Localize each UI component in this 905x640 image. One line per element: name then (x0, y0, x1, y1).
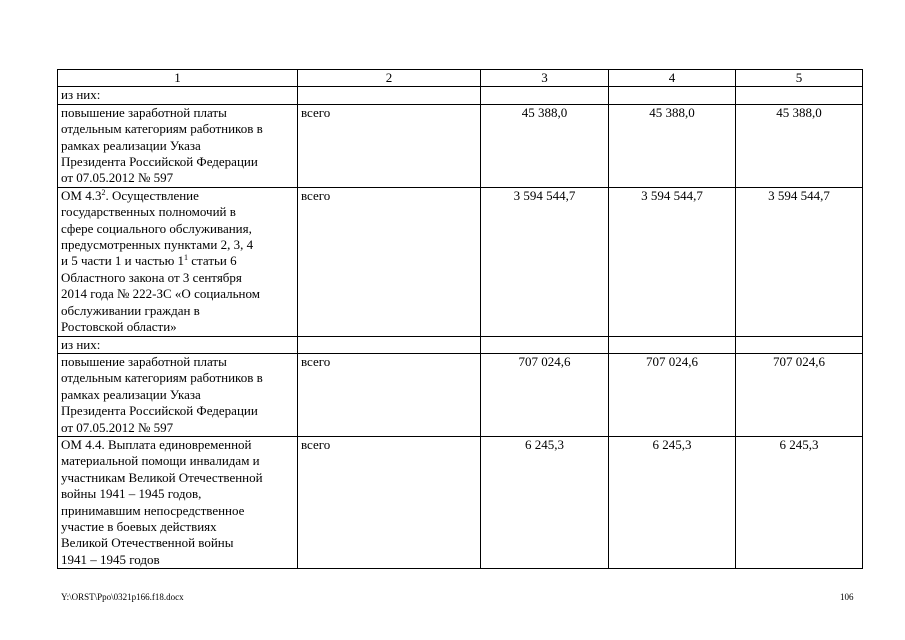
value-cell-4: 6 245,3 (609, 436, 736, 568)
table-row (58, 104, 863, 187)
value-cell-5: 6 245,3 (736, 436, 863, 568)
header-cell-2: 2 (298, 70, 481, 87)
subheading-cell: из них: (58, 87, 298, 104)
table-header-row (58, 70, 863, 87)
description-cell: повышение заработной платы отдельным категориям работников в рамках реализации Указа Президента Российской Федерации от 07.05.2012 № 597 (58, 104, 298, 187)
value-cell-3: 45 388,0 (481, 104, 609, 187)
description-cell: ОМ $4.3^2$. Осуществление государственных полномочий в сферe социального обслуживания, предусмотренных пунктами 2, 3, 4 и 5 части 1 и частью $1^1$ статьи 6 Областного закона от 3 сентября 2014 года № 222-ЗС «О социальном обслуживании граждан в Ростовской области» (58, 187, 298, 336)
value-cell-4: 707 024,6 (609, 353, 736, 436)
kind-cell: всего (298, 187, 481, 336)
subheading-cell: из них: (58, 336, 298, 353)
description-cell: повышение заработной платы отдельным категориям работников в рамках реализации Указа Президента Российской Федерации от 07.05.2012 № 597 (58, 353, 298, 436)
table-row (58, 436, 863, 568)
kind-cell: всего (298, 353, 481, 436)
value-cell-3: 6 245,3 (481, 436, 609, 568)
header-cell-3: 3 (481, 70, 609, 87)
table-row (58, 336, 863, 353)
value-cell-5: 45 388,0 (736, 104, 863, 187)
kind-cell: всего (298, 104, 481, 187)
kind-cell: всего (298, 436, 481, 568)
value-cell-4: 45 388,0 (609, 104, 736, 187)
value-cell-4: 3 594 544,7 (609, 187, 736, 336)
footer-file-path: Y:\ORST\Ppo\0321p166.f18.docx (61, 592, 184, 602)
value-cell-5: 3 594 544,7 (736, 187, 863, 336)
footer-page-number: 106 (840, 592, 854, 602)
description-cell: ОМ 4.4. Выплата единовременной материальной помощи инвалидам и участникам Великой Отечественной войны 1941 – 1945 годов, принимавшим непосредственное участие в боевых действиях Великой Отечественной войны 1941 – 1945 годов (58, 436, 298, 568)
header-cell-4: 4 (609, 70, 736, 87)
table-row (58, 353, 863, 436)
header-cell-5: 5 (736, 70, 863, 87)
header-cell-1: 1 (58, 70, 298, 87)
table-row (58, 87, 863, 104)
budget-table (57, 69, 863, 569)
value-cell-3: 3 594 544,7 (481, 187, 609, 336)
table-row (58, 187, 863, 336)
value-cell-3: 707 024,6 (481, 353, 609, 436)
value-cell-5: 707 024,6 (736, 353, 863, 436)
